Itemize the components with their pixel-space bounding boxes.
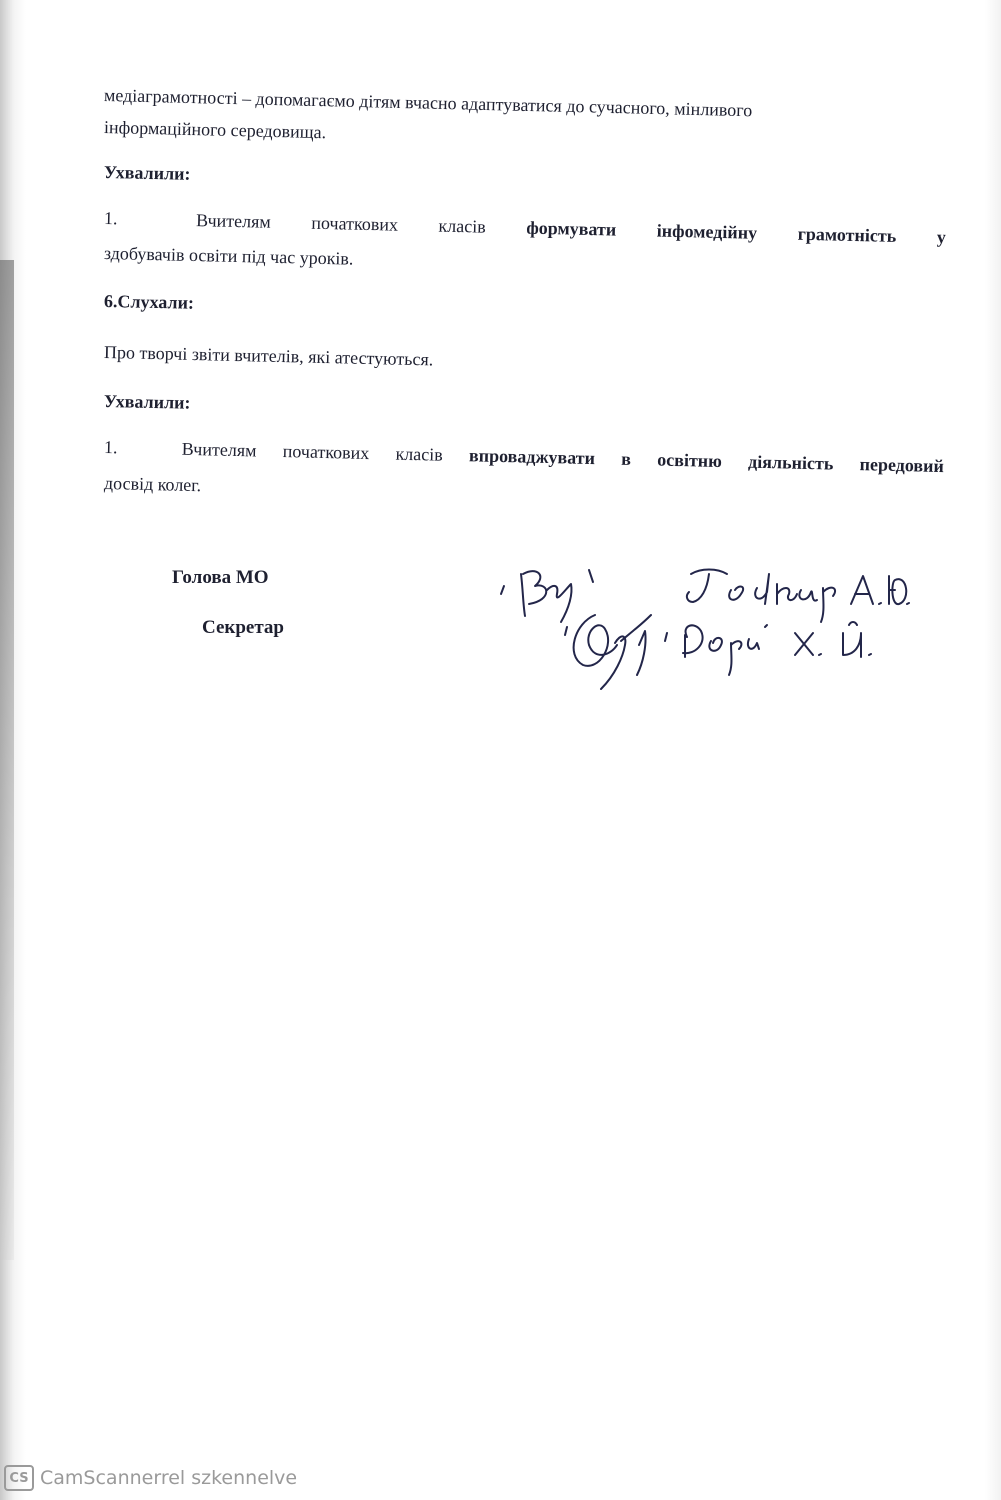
word: грамотність	[797, 223, 897, 246]
word: інфомедійну	[656, 220, 758, 243]
secretary-signature	[555, 605, 895, 700]
decision-2-line-1	[104, 437, 944, 477]
word: класів	[395, 443, 444, 465]
camscanner-logo-icon: CS	[4, 1465, 34, 1491]
word: в	[621, 448, 632, 469]
item-number: 1.	[103, 437, 118, 458]
word: Вчителям	[181, 438, 257, 461]
scanner-watermark	[4, 1463, 297, 1493]
word: початкових	[311, 212, 399, 235]
secretary-label: Секретар	[202, 617, 284, 638]
head-label: Голова МО	[172, 567, 269, 588]
section-6-heading: 6.Слухали:	[103, 291, 195, 313]
decision-2-heading: Ухвалили:	[103, 391, 191, 413]
continuation-line-2: інформаційного середовища.	[103, 117, 327, 143]
item-number: 1.	[103, 208, 118, 229]
word: початкових	[282, 441, 370, 464]
scanner-watermark-text: CamScannerrel szkennelve	[40, 1467, 298, 1489]
word: класів	[438, 215, 486, 237]
word: у	[936, 226, 947, 248]
decision-1-line-2: здобувачів освіти під час уроків.	[103, 243, 354, 269]
continuation-line-1: медіаграмотності – допомагаємо дітям вчасно адаптуватися до сучасного, мінливого	[103, 85, 753, 121]
section-6-text: Про творчі звіти вчителів, які атестуються.	[103, 342, 434, 370]
word: Вчителям	[195, 210, 272, 232]
word: діяльність	[747, 451, 834, 474]
decision-2-line-2: досвід колег.	[103, 473, 202, 496]
decision-1-heading: Ухвалили:	[103, 162, 191, 184]
word: передовий	[859, 454, 945, 477]
word: освітню	[657, 449, 723, 472]
decision-1-line-1	[104, 208, 946, 248]
word: впроваджувати	[468, 445, 596, 469]
word: формувати	[526, 217, 617, 240]
